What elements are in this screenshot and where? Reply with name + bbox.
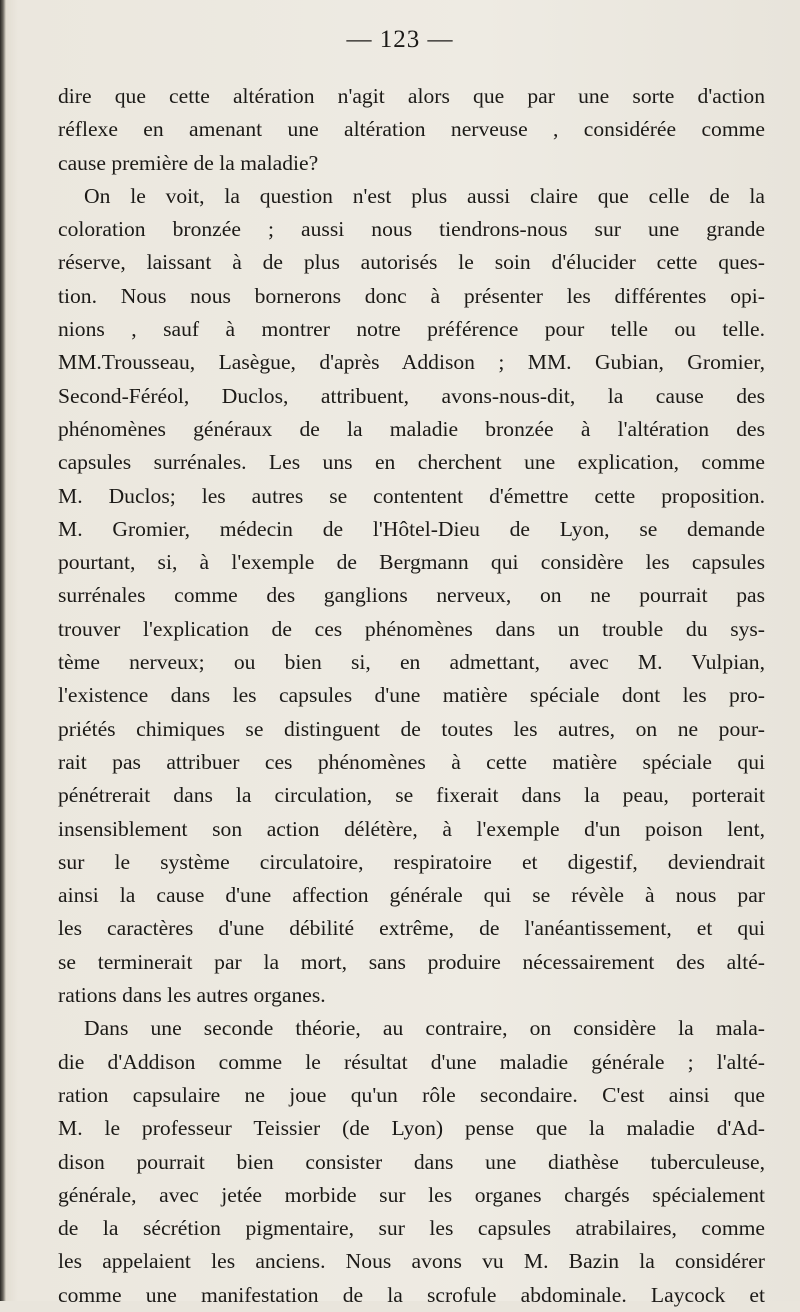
text-line: nions , sauf à montrer notre préférence pour telle ou telle.	[58, 317, 765, 342]
text-line: comme une manifestation de la scrofule abdominale. Laycock et	[58, 1282, 765, 1307]
text-line: l'existence dans les capsules d'une matière spéciale dont les pro-	[58, 683, 765, 708]
text-line: sur le système circulatoire, respiratoire et digestif, deviendrait	[58, 849, 765, 874]
text-line: générale, avec jetée morbide sur les organes chargés spécialement	[58, 1182, 765, 1207]
text-line: les caractères d'une débilité extrême, de l'anéantissement, et qui	[58, 916, 765, 941]
text-line: M. Duclos; les autres se contentent d'émettre cette proposition.	[58, 483, 765, 508]
text-line: trouver l'explication de ces phénomènes dans un trouble du sys-	[58, 616, 765, 641]
text-line: priétés chimiques se distinguent de toutes les autres, on ne pour-	[58, 716, 765, 741]
text-line: Second-Féréol, Duclos, attribuent, avons-nous-dit, la cause des	[58, 383, 765, 408]
text-line: MM.Trousseau, Lasègue, d'après Addison ; MM. Gubian, Gromier,	[58, 350, 765, 375]
text-line: M. le professeur Teissier (de Lyon) pense que la maladie d'Ad-	[58, 1116, 765, 1141]
text-line: pourtant, si, à l'exemple de Bergmann qui considère les capsules	[58, 550, 765, 575]
text-line: rait pas attribuer ces phénomènes à cette matière spéciale qui	[58, 749, 765, 774]
text-line: se terminerait par la mort, sans produire nécessairement des alté-	[58, 949, 765, 974]
text-line: surrénales comme des ganglions nerveux, on ne pourrait pas	[58, 583, 765, 608]
text-line: On le voit, la question n'est plus aussi claire que celle de la	[84, 183, 765, 208]
body-text	[58, 80, 765, 1312]
text-line: M. Gromier, médecin de l'Hôtel-Dieu de Lyon, se demande	[58, 516, 765, 541]
text-line: de la sécrétion pigmentaire, sur les capsules atrabilaires, comme	[58, 1216, 765, 1241]
text-line: capsules surrénales. Les uns en cherchent une explication, comme	[58, 450, 765, 475]
text-line: Dans une seconde théorie, au contraire, on considère la mala-	[84, 1016, 765, 1041]
text-line: insensiblement son action délétère, à l'exemple d'un poison lent,	[58, 816, 765, 841]
page-number-header: — 123 —	[346, 26, 454, 53]
text-line: tème nerveux; ou bien si, en admettant, avec M. Vulpian,	[58, 650, 765, 675]
text-line: die d'Addison comme le résultat d'une maladie générale ; l'alté-	[58, 1049, 765, 1074]
text-line: phénomènes généraux de la maladie bronzée à l'altération des	[58, 416, 765, 441]
text-line: ainsi la cause d'une affection générale qui se révèle à nous par	[58, 883, 765, 908]
text-line: coloration bronzée ; aussi nous tiendrons-nous sur une grande	[58, 217, 765, 242]
text-line: rations dans les autres organes.	[58, 983, 326, 1008]
text-line: les appelaient les anciens. Nous avons vu M. Bazin la considérer	[58, 1249, 765, 1274]
text-line: ration capsulaire ne joue qu'un rôle secondaire. C'est ainsi que	[58, 1082, 765, 1107]
text-line: réflexe en amenant une altération nerveuse , considérée comme	[58, 117, 765, 142]
text-line: cause première de la maladie?	[58, 150, 319, 175]
text-line: dison pourrait bien consister dans une diathèse tuberculeuse,	[58, 1149, 765, 1174]
text-line: réserve, laissant à de plus autorisés le soin d'élucider cette ques-	[58, 250, 765, 275]
binding-edge	[0, 0, 6, 1301]
text-line: dire que cette altération n'agit alors que par une sorte d'action	[58, 84, 765, 108]
text-line: tion. Nous nous bornerons donc à présenter les différentes opi-	[58, 283, 765, 308]
text-line: pénétrerait dans la circulation, se fixerait dans la peau, porterait	[58, 783, 765, 808]
